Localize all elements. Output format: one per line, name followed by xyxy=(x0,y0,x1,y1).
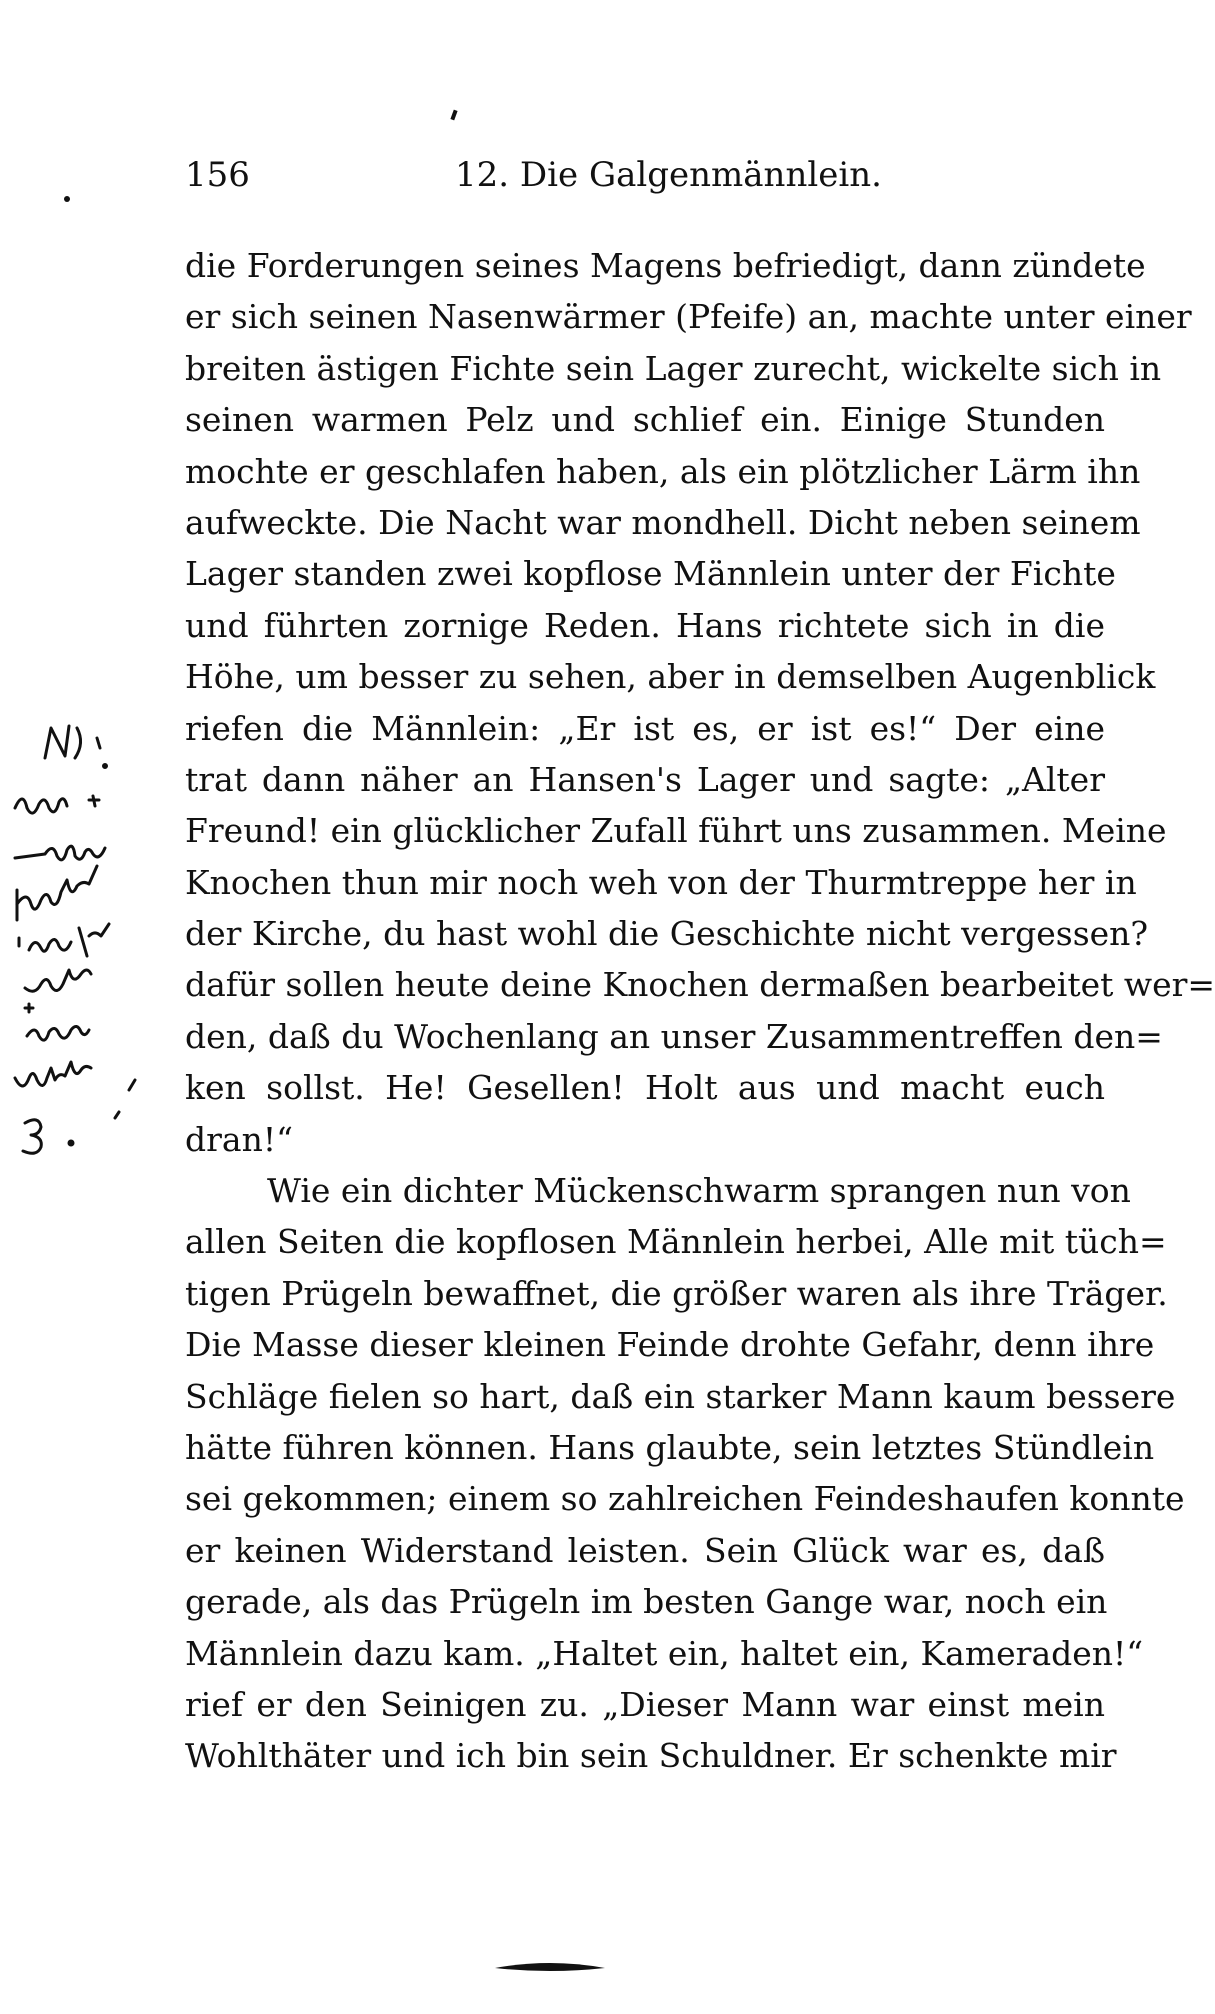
text-line: ken sollst. He! Gesellen! Holt aus und macht euch xyxy=(185,1068,1105,1108)
text-line: sei gekommen; einem so zahlreichen Feindeshaufen konnte xyxy=(185,1479,1185,1519)
text-line: rief er den Seinigen zu. „Dieser Mann war einst mein xyxy=(185,1684,1105,1724)
text-line: breiten ästigen Fichte sein Lager zurecht, wickelte sich in xyxy=(185,348,1162,388)
text-line: Männlein dazu kam. „Haltet ein, haltet ein, Kameraden!“ xyxy=(185,1633,1144,1673)
text-line: und führten zornige Reden. Hans richtete sich in die xyxy=(185,605,1105,645)
body-text xyxy=(185,240,1215,1782)
running-title: 12. Die Galgenmännlein. xyxy=(455,155,882,195)
text-line: der Kirche, du hast wohl die Geschichte nicht vergessen? xyxy=(185,914,1149,954)
text-line: Lager standen zwei kopflose Männlein unter der Fichte xyxy=(185,554,1116,594)
text-line: dran!“ xyxy=(185,1119,293,1159)
text-line: die Forderungen seines Magens befriedigt, dann zündete xyxy=(185,246,1146,285)
text-line: tigen Prügeln bewaffnet, die größer waren als ihre Träger. xyxy=(185,1273,1168,1313)
text-line: trat dann näher an Hansen's Lager und sagte: „Alter xyxy=(185,759,1105,799)
handwriting-scribble-icon xyxy=(5,718,195,1168)
text-line: den, daß du Wochenlang an unser Zusammentreffen den= xyxy=(185,1016,1163,1056)
text-line: allen Seiten die kopflosen Männlein herbei, Alle mit tüch= xyxy=(185,1222,1167,1262)
text-line: er sich seinen Nasenwärmer (Pfeife) an, machte unter einer xyxy=(185,297,1192,337)
page-header xyxy=(185,150,1105,200)
text-line: aufweckte. Die Nacht war mondhell. Dicht neben seinem xyxy=(185,502,1141,542)
text-line: hätte führen können. Hans glaubte, sein letztes Stündlein xyxy=(185,1427,1155,1467)
text-line: Höhe, um besser zu sehen, aber in demselben Augenblick xyxy=(185,657,1156,697)
text-line: Wie ein dichter Mückenschwarm sprangen nun von xyxy=(267,1171,1131,1211)
text-line: Knochen thun mir noch weh von der Thurmtreppe her in xyxy=(185,862,1137,902)
text-line: mochte er geschlafen haben, als ein plötzlicher Lärm ihn xyxy=(185,451,1141,491)
ink-speck xyxy=(450,110,457,121)
ink-speck xyxy=(64,196,70,202)
text-line: dafür sollen heute deine Knochen dermaßen bearbeitet wer= xyxy=(185,965,1215,1005)
page-number: 156 xyxy=(185,155,250,195)
text-line: Die Masse dieser kleinen Feinde drohte Gefahr, denn ihre xyxy=(185,1325,1155,1365)
text-line: er keinen Widerstand leisten. Sein Glück war es, daß xyxy=(185,1530,1105,1570)
handwritten-margin-note xyxy=(5,718,195,1168)
text-line: gerade, als das Prügeln im besten Gange war, noch ein xyxy=(185,1582,1108,1622)
printer-ornament-icon xyxy=(495,1960,605,1974)
text-line: Freund! ein glücklicher Zufall führt uns zusammen. Meine xyxy=(185,811,1167,851)
text-line: Schläge fielen so hart, daß ein starker Mann kaum bessere xyxy=(185,1376,1176,1416)
text-line: riefen die Männlein: „Er ist es, er ist es!“ Der eine xyxy=(185,708,1105,748)
text-line: Wohlthäter und ich bin sein Schuldner. Er schenkte mir xyxy=(185,1736,1117,1776)
text-line: seinen warmen Pelz und schlief ein. Einige Stunden xyxy=(185,400,1105,440)
